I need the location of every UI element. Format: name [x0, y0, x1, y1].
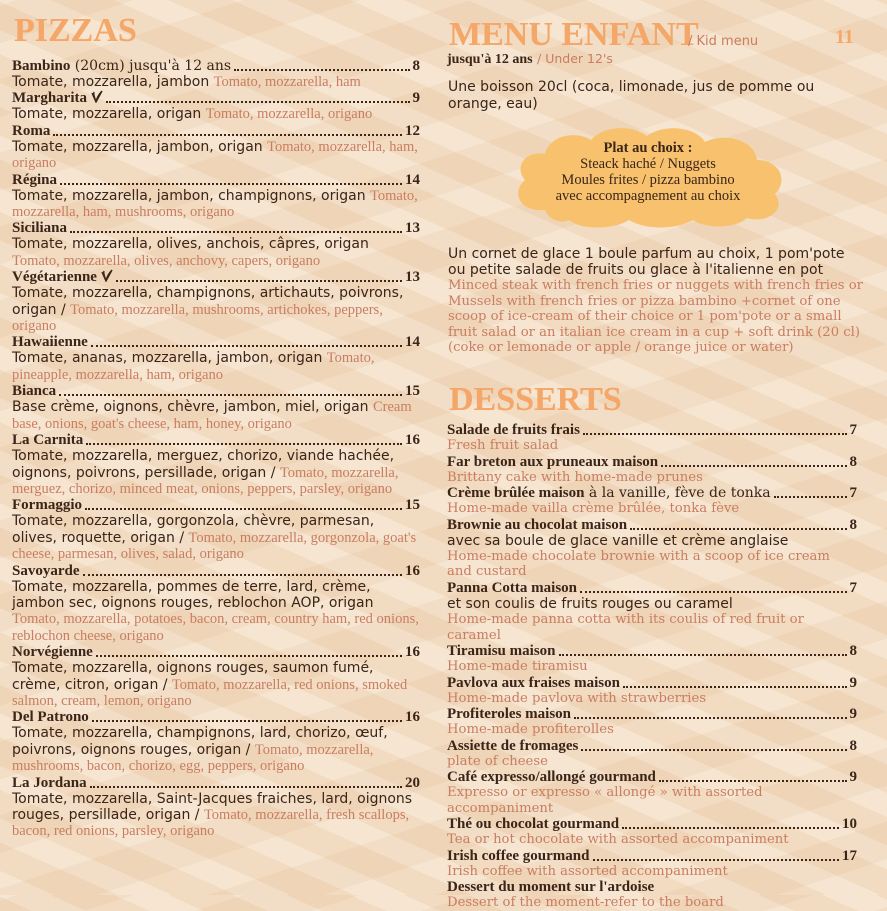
dessert-description-en: Home-made vailla crème brûlée, tonka fève — [447, 501, 740, 516]
kids-main-text — [505, 140, 791, 204]
pizza-ingredients-en: Tomato, mozzarella, olives, anchovy, capers, origano — [12, 252, 321, 269]
pizza-name-text: Régina — [12, 171, 57, 188]
dessert-name — [447, 706, 571, 722]
pizza-price: 9 — [412, 90, 420, 107]
pizza-item — [12, 90, 420, 122]
dessert-name-line — [447, 454, 857, 470]
dessert-name-line — [447, 769, 857, 785]
dessert-name — [447, 422, 580, 438]
dotted-leader — [83, 573, 403, 576]
dessert-name-text: Thé ou chocolat gourmand — [447, 816, 620, 833]
dessert-name-line — [447, 816, 857, 832]
pizza-name-line — [12, 269, 420, 285]
dessert-description-fr: avec sa boule de glace vanille et crème anglaise — [447, 532, 789, 549]
pizza-item — [12, 383, 420, 432]
pizza-description — [12, 725, 420, 774]
pizzas-heading: PIZZAS — [14, 12, 137, 49]
pizza-ingredients-fr: Tomate, mozzarella, merguez, chorizo, viande hachée, oignons, poivrons, persillade, origan / — [12, 448, 395, 481]
dotted-leader — [85, 507, 402, 510]
pizza-price: 15 — [405, 383, 420, 400]
pizza-price: 12 — [405, 122, 420, 139]
dotted-leader — [59, 393, 402, 396]
dessert-name — [447, 643, 556, 659]
pizza-ingredients-en: Tomato, mozzarella, gorgonzola, goat's cheese, parmesan, olives, salad, origano — [12, 529, 417, 563]
dessert-item — [447, 485, 857, 517]
dessert-item — [447, 769, 857, 816]
pizza-name-line — [12, 432, 420, 448]
dotted-leader — [234, 68, 409, 71]
pizza-ingredients-fr: Tomate, mozzarella, oignons rouges, saumon fumé, crème, citron, origan / — [12, 660, 374, 693]
pizza-item — [12, 709, 420, 774]
pizza-name-text: Bambino — [12, 58, 71, 74]
dessert-item — [447, 643, 857, 675]
dessert-name-line — [447, 422, 857, 438]
dotted-leader — [583, 432, 847, 435]
dessert-name — [447, 848, 590, 864]
dessert-item — [447, 848, 857, 880]
dessert-name-line — [447, 706, 857, 722]
pizza-description — [12, 188, 420, 221]
pizza-name-line — [12, 220, 420, 236]
dessert-price: 8 — [849, 516, 857, 533]
pizza-description — [12, 448, 420, 497]
kids-drink: Une boisson 20cl (coca, limonade, jus de pomme ou orange, eau) — [448, 79, 815, 112]
pizza-name-line — [12, 90, 420, 106]
dotted-leader — [90, 785, 402, 788]
dessert-price: 17 — [842, 847, 857, 864]
dessert-name-text: Irish coffee gourmand — [447, 847, 590, 864]
kids-main-line-3: avec accompagnement au choix — [555, 188, 741, 204]
pizza-name-text: Margharita — [12, 90, 87, 107]
pizza-name-line — [12, 709, 420, 725]
dessert-name — [447, 580, 577, 596]
pizza-item — [12, 432, 420, 497]
pizza-price: 15 — [405, 497, 420, 514]
pizza-item — [12, 123, 420, 172]
dotted-leader — [661, 464, 846, 467]
pizza-name — [12, 334, 88, 350]
dessert-description-en: Dessert of the moment-refer to the board — [447, 895, 724, 911]
pizza-price: 16 — [405, 644, 420, 661]
dessert-name-line — [447, 580, 857, 596]
pizza-name — [12, 563, 80, 579]
dessert-name — [447, 454, 658, 470]
dotted-leader — [659, 779, 847, 782]
pizza-ingredients-en: Tomato, mozzarella, ham — [213, 74, 361, 90]
dessert-name-text: Tiramisu maison — [447, 643, 556, 660]
pizza-name-text: Roma — [12, 122, 51, 139]
kids-dessert-en: Minced steak with french fries or nuggets with french fries or Mussels with french fries or pizza bambino +cornet of one scoop of ice-cream of their choice or 1 pom'pote or a small fruit salad or an italian ice cream in a cup + soft drink (20 cl) (coke or lemonade or apple / orange juice or water) — [448, 278, 863, 355]
dessert-price: 7 — [849, 579, 857, 596]
dotted-leader — [53, 133, 402, 136]
dessert-name-line — [447, 675, 857, 691]
pizza-name-text: Norvégienne — [12, 644, 93, 661]
pizza-name — [12, 269, 113, 285]
kids-main-cloud — [505, 122, 791, 230]
pizza-ingredients-en: Tomato, mozzarella, ham, origano — [12, 138, 418, 172]
pizza-ingredients-en: Tomato, mozzarella, origano — [205, 106, 373, 123]
pizza-item — [12, 644, 420, 709]
dessert-price: 9 — [849, 674, 857, 691]
dessert-price: 10 — [842, 816, 857, 833]
pizza-name — [12, 90, 103, 106]
dotted-leader — [622, 826, 839, 829]
pizza-price: 16 — [405, 709, 420, 726]
dotted-leader — [70, 230, 402, 233]
pizza-price: 13 — [405, 269, 420, 286]
pizza-name — [12, 432, 83, 448]
pizza-price: 16 — [405, 432, 420, 449]
dessert-description-en: Brittany cake with home-made prunes — [447, 469, 703, 485]
pizza-list — [12, 58, 420, 840]
dessert-name-line — [447, 738, 857, 754]
pizza-name — [12, 644, 93, 660]
pizza-ingredients-en: Tomato, mozzarella, mushrooms, bacon, chorizo, egg, peppers, origano — [12, 741, 374, 775]
dessert-name-text: Pavlova aux fraises maison — [447, 674, 620, 691]
dotted-leader — [116, 279, 402, 282]
pizza-name-text: Végétarienne — [12, 269, 97, 286]
pizza-name — [12, 220, 67, 236]
pizza-ingredients-en: Tomato, mozzarella, red onions, smoked salmon, cream, lemon, origano — [12, 676, 408, 709]
pizza-ingredients-fr: Tomate, mozzarella, champignons, artichauts, poivrons, origan / — [12, 285, 404, 318]
pizza-price: 14 — [405, 334, 420, 351]
dessert-name-text: Salade de fruits frais — [447, 422, 580, 438]
kids-main-line-2: Moules frites / pizza bambino — [561, 172, 735, 188]
pizza-ingredients-en: Tomato, mozzarella, potatoes, bacon, cream, country ham, red onions, reblochon cheese, origano — [12, 611, 419, 644]
pizza-price: 13 — [405, 220, 420, 237]
dessert-name-text: Crème brûlée maison — [447, 485, 585, 501]
dessert-name-text: Café expresso/allongé gourmand — [447, 769, 656, 786]
pizza-description — [12, 350, 420, 383]
dessert-item — [447, 816, 857, 848]
dotted-leader — [580, 590, 846, 593]
dotted-leader — [92, 719, 402, 722]
dessert-name-line — [447, 879, 857, 895]
dessert-item — [447, 675, 857, 707]
vegetarian-leaf-icon — [91, 90, 103, 103]
pizza-name-line — [12, 497, 420, 513]
pizza-ingredients-fr: Tomate, mozzarella, Saint-Jacques fraiches, lard, oignons rouges, persillade, origan / — [12, 790, 413, 823]
pizza-name-text: La Jordana — [12, 774, 87, 791]
kids-dessert-fr: Un cornet de glace 1 boule parfum au choix, 1 pom'pote ou petite salade de fruits ou glace à l'italienne en pot — [448, 246, 845, 279]
dessert-description-en: Home-made chocolate brownie with a scoop of ice cream and custard — [447, 548, 830, 580]
dotted-leader — [774, 495, 847, 498]
dessert-name — [447, 738, 578, 754]
desserts-heading: DESSERTS — [449, 381, 622, 418]
pizza-ingredients-fr: Tomate, mozzarella, origan — [12, 106, 202, 123]
pizza-ingredients-en: Tomato, mozzarella, mushrooms, artichokes, peppers, origano — [12, 301, 383, 335]
pizza-ingredients-en: Tomato, mozzarella, merguez, chorizo, minced meat, onions, peppers, parsley, origano — [12, 464, 399, 497]
dessert-name-line — [447, 643, 857, 659]
dotted-leader — [574, 716, 846, 719]
pizza-name — [12, 497, 82, 513]
dessert-price: 8 — [849, 643, 857, 660]
dessert-name — [447, 675, 620, 691]
dessert-item — [447, 454, 857, 486]
pizza-name-text: Hawaiienne — [12, 334, 88, 351]
dessert-item — [447, 738, 857, 770]
pizza-description — [12, 106, 420, 122]
dessert-name-text: Far breton aux pruneaux maison — [447, 453, 659, 470]
pizza-name-text: Formaggio — [12, 497, 82, 514]
pizza-name-text: Siciliana — [12, 220, 68, 237]
pizza-name — [12, 383, 56, 399]
dessert-list — [447, 422, 857, 911]
dessert-name — [447, 485, 771, 501]
pizza-ingredients-fr: Tomate, mozzarella, jambon, origan — [12, 138, 263, 155]
pizza-description — [12, 285, 420, 334]
pizza-item — [12, 563, 420, 645]
dessert-name-detail: à la vanille, fève de tonka — [584, 485, 771, 501]
pizza-price: 16 — [405, 562, 420, 579]
pizza-name — [12, 123, 50, 139]
dessert-description-en: Home-made profiterolles — [447, 722, 614, 738]
pizza-description — [12, 791, 420, 840]
pizza-price: 20 — [405, 774, 420, 791]
pizza-item — [12, 775, 420, 840]
pizza-description — [12, 74, 420, 90]
dessert-description-en: Home-made tiramisu — [447, 659, 588, 675]
dotted-leader — [60, 182, 402, 185]
dessert-name-text: Dessert du moment sur l'ardoise — [447, 879, 655, 896]
pizza-price: 14 — [405, 171, 420, 188]
dessert-description-en: Home-made panna cotta with its coulis of red fruit or caramel — [447, 612, 804, 643]
dessert-name-line — [447, 848, 857, 864]
dessert-item — [447, 517, 857, 580]
dessert-name — [447, 816, 619, 832]
dessert-description-en: Expresso or expresso « allongé » with assorted accompaniment — [447, 785, 763, 816]
dessert-price: 8 — [849, 737, 857, 754]
pizza-name-line — [12, 383, 420, 399]
pizza-description — [12, 139, 420, 172]
pizza-ingredients-fr: Tomate, mozzarella, jambon, champignons, origan — [12, 187, 366, 204]
dotted-leader — [106, 100, 410, 103]
pizza-item — [12, 269, 420, 334]
pizza-ingredients-fr: Tomate, mozzarella, gorgonzola, chèvre, parmesan, olives, roquette, origan / — [12, 513, 375, 546]
pizza-ingredients-fr: Base crème, oignons, chèvre, jambon, miel, origan — [12, 399, 369, 416]
kids-menu-header — [449, 18, 859, 54]
dotted-leader — [86, 442, 402, 445]
dessert-name-text: Profiteroles maison — [447, 706, 572, 723]
vegetarian-leaf-icon — [101, 269, 113, 282]
kids-main-title: Plat au choix : — [603, 140, 693, 156]
kids-age-fr: jusqu'à 12 ans — [447, 52, 533, 67]
dessert-name — [447, 769, 656, 785]
dessert-price: 9 — [849, 706, 857, 723]
pizza-ingredients-en: Tomato, mozzarella, fresh scallops, bacon, red onions, parsley, origano — [12, 807, 410, 840]
pizza-item — [12, 497, 420, 562]
pizza-name — [12, 58, 231, 74]
kids-menu-subtitle: / Kid menu — [688, 34, 759, 49]
kids-main-line-1: Steack haché / Nuggets — [580, 156, 716, 172]
dotted-leader — [91, 344, 402, 347]
dessert-name-text: Assiette de fromages — [447, 737, 579, 754]
pizza-name-line — [12, 775, 420, 791]
pizza-name-text: La Carnita — [12, 432, 84, 449]
dessert-name — [447, 517, 627, 533]
pizza-name — [12, 775, 87, 791]
dessert-name — [447, 879, 654, 895]
pizza-item — [12, 58, 420, 90]
dessert-description-en: Tea or hot chocolate with assorted accompaniment — [447, 832, 789, 848]
dessert-name-text: Brownie au chocolat maison — [447, 516, 628, 533]
dessert-description-en: plate of cheese — [447, 753, 548, 769]
dessert-description-fr: et son coulis de fruits rouges ou caramel — [447, 595, 733, 612]
pizza-name-line — [12, 172, 420, 188]
pizza-description — [12, 513, 420, 562]
page-number: 11 — [835, 26, 854, 48]
pizza-price: 8 — [412, 58, 420, 74]
pizza-description — [12, 236, 420, 269]
pizza-name-text: Bianca — [12, 383, 57, 400]
pizza-ingredients-fr: Tomate, mozzarella, jambon — [12, 74, 210, 90]
kids-menu-heading: MENU ENFANT — [449, 16, 699, 53]
pizza-ingredients-en: Tomato, mozzarella, ham, mushrooms, origano — [12, 187, 418, 221]
dessert-description-en: Irish coffee with assorted accompaniment — [447, 863, 728, 879]
dessert-price: 9 — [849, 769, 857, 786]
kids-age-en: / Under 12's — [537, 51, 613, 66]
dessert-item — [447, 580, 857, 643]
pizza-description — [12, 579, 420, 645]
dessert-item — [447, 706, 857, 738]
dotted-leader — [623, 685, 847, 688]
pizza-item — [12, 220, 420, 269]
dotted-leader — [96, 654, 402, 657]
dessert-name-line — [447, 517, 857, 533]
dessert-description-en: Fresh fruit salad — [447, 438, 559, 453]
pizza-name-line — [12, 334, 420, 350]
dotted-leader — [581, 748, 846, 751]
pizza-name — [12, 709, 89, 725]
pizza-item — [12, 172, 420, 221]
dessert-name-text: Panna Cotta maison — [447, 579, 578, 596]
dessert-description-en: Home-made pavlova with strawberries — [447, 690, 707, 706]
pizza-description — [12, 660, 420, 709]
pizza-name-detail: (20cm) jusqu'à 12 ans — [70, 58, 232, 74]
pizza-name-line — [12, 58, 420, 74]
dessert-price: 7 — [849, 485, 857, 501]
pizza-name-text: Savoyarde — [12, 562, 80, 579]
dotted-leader — [559, 653, 847, 656]
pizza-ingredients-en: Cream base, onions, goat's cheese, ham, honey, origano — [12, 399, 412, 432]
dessert-name-line — [447, 485, 857, 501]
dotted-leader — [630, 527, 846, 530]
pizza-ingredients-fr: Tomate, mozzarella, pommes de terre, lard, crème, jambon sec, oignons rouges, reblochon AOP, origan — [12, 578, 374, 611]
pizza-name-line — [12, 563, 420, 579]
pizza-description — [12, 399, 420, 432]
pizza-name-line — [12, 644, 420, 660]
pizza-item — [12, 334, 420, 383]
dessert-item — [447, 422, 857, 454]
kids-age-line — [447, 51, 613, 68]
pizza-ingredients-fr: Tomate, ananas, mozzarella, jambon, origan — [12, 350, 323, 367]
pizza-name-line — [12, 123, 420, 139]
dessert-price: 7 — [849, 422, 857, 438]
pizza-name-text: Del Patrono — [12, 709, 89, 726]
dessert-price: 8 — [849, 453, 857, 470]
pizza-ingredients-en: Tomato, pineapple, mozzarella, ham, origano — [12, 350, 375, 383]
pizza-ingredients-fr: Tomate, mozzarella, olives, anchois, câpres, origan — [12, 236, 369, 253]
pizza-name — [12, 172, 57, 188]
pizza-ingredients-fr: Tomate, mozzarella, champignons, lard, chorizo, œuf, poivrons, oignons rouges, origan / — [12, 725, 388, 758]
dessert-item — [447, 879, 857, 911]
dotted-leader — [593, 858, 840, 861]
